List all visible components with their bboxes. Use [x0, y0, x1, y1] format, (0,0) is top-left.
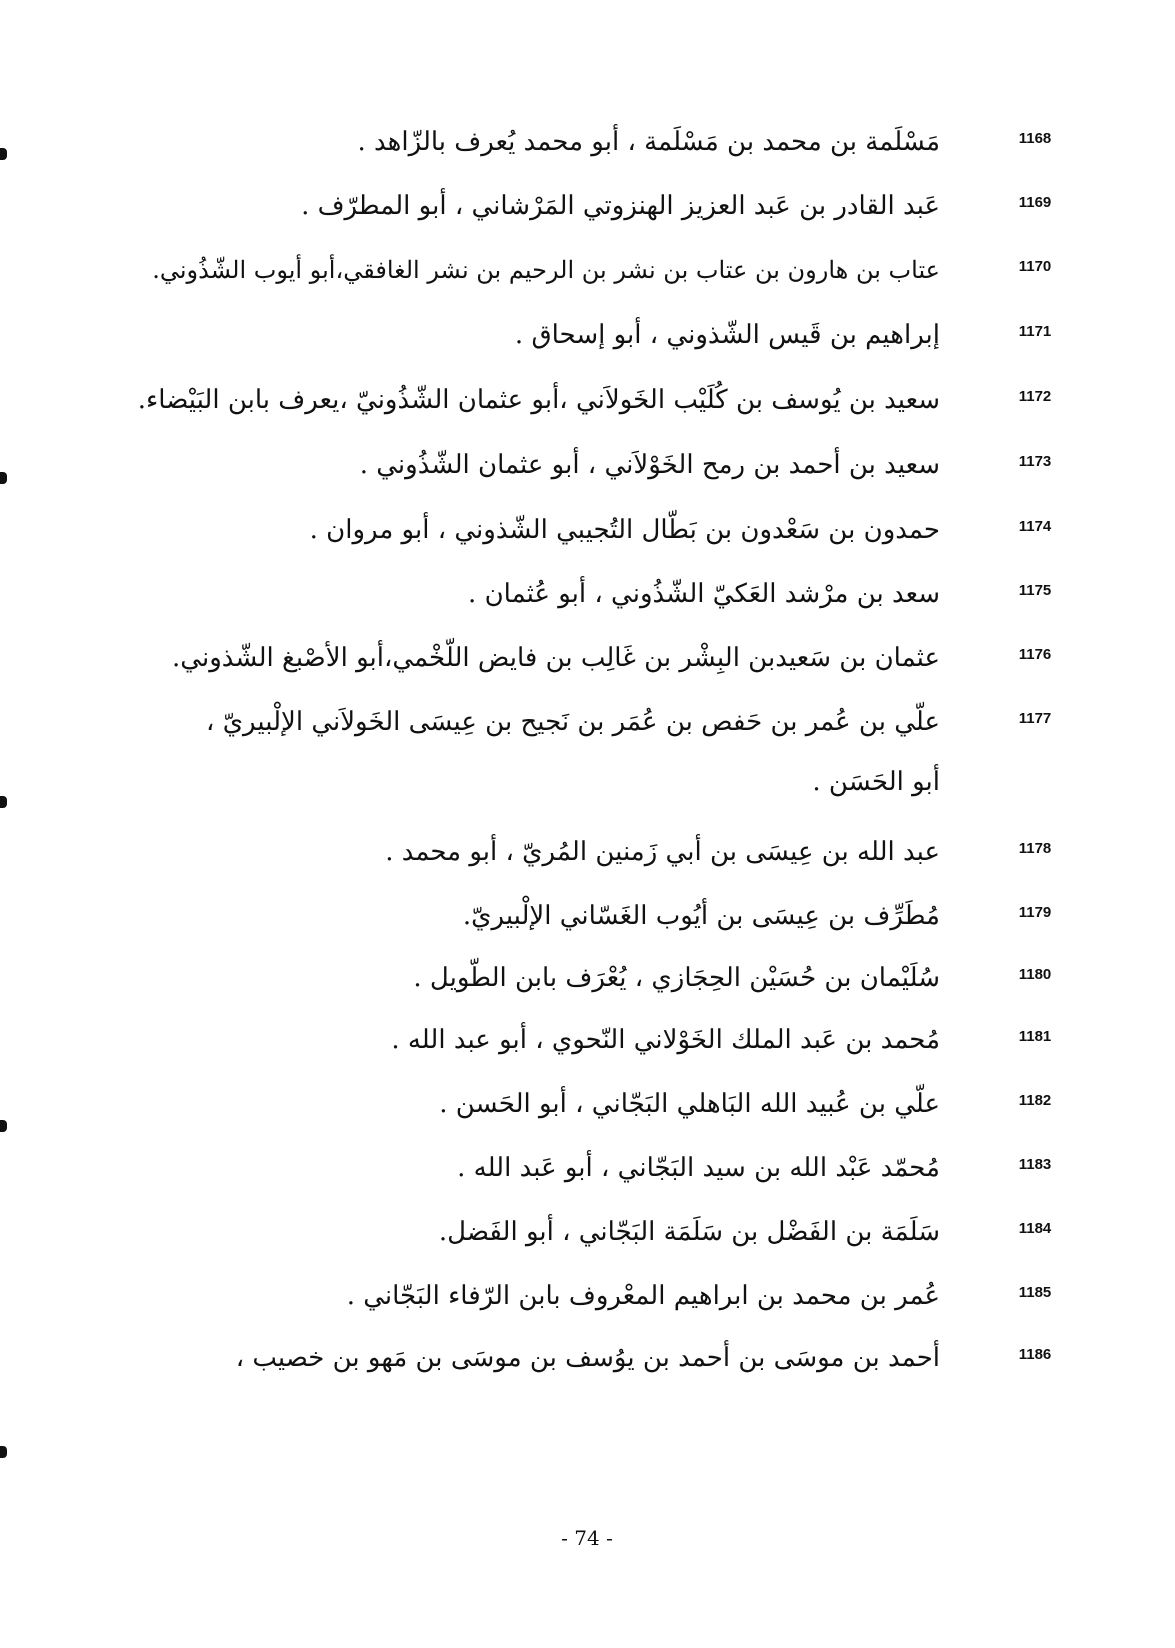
entry-text: مُحمد بن عَبد الملك الخَوْلاني النّحوي ، أبو عبد الله . — [391, 1025, 940, 1055]
entry-number: 1176 — [1018, 646, 1052, 663]
entry-text: سُلَيْمان بن حُسَيْن الحِجَازي ، يُعْرَف بابن الطّويل . — [413, 963, 940, 993]
biography-entry — [120, 700, 1120, 810]
entry-text: علّي بن عُمر بن حَفص بن عُمَر بن نَجيح بن عِيسَى الخَولاَني الإلْبيريّ ، — [206, 707, 940, 737]
scan-edge-mark — [0, 148, 7, 160]
entry-number: 1178 — [1018, 840, 1052, 857]
entry-text: عثمان بن سَعيدبن البِشْر بن غَالِب بن فايض اللّخْمي،أبو الأصْبغ الشّذوني. — [172, 643, 940, 673]
biography-entry — [120, 378, 1120, 430]
entry-number: 1181 — [1018, 1028, 1052, 1045]
scan-edge-mark — [0, 1120, 7, 1132]
entry-number: 1186 — [1018, 1346, 1052, 1363]
biography-entry — [120, 443, 1120, 495]
entry-number: 1171 — [1018, 323, 1052, 340]
entry-text: عَبد القادر بن عَبد العزيز الهنزوتي المَرْشاني ، أبو المطرّف . — [301, 191, 940, 221]
entry-text: إبراهيم بن قَيس الشّذوني ، أبو إسحاق . — [514, 320, 940, 350]
biography-entry — [120, 894, 1120, 946]
scan-edge-mark — [0, 472, 7, 484]
biography-entry — [120, 1274, 1120, 1326]
biography-entry — [120, 1082, 1120, 1134]
page-number: - 74 - — [561, 1526, 613, 1550]
entry-number: 1175 — [1018, 582, 1052, 599]
biography-entry — [120, 1018, 1120, 1070]
scan-edge-mark — [0, 1446, 7, 1458]
biography-entry — [120, 1210, 1120, 1262]
biography-entry — [120, 636, 1120, 688]
entry-number: 1173 — [1018, 453, 1052, 470]
entry-text: أحمد بن موسَى بن أحمد بن يوُسف بن موسَى بن مَهو بن خصيب ، — [235, 1343, 940, 1373]
entry-number: 1174 — [1018, 518, 1052, 535]
biography-entry — [120, 830, 1120, 882]
entry-number: 1172 — [1018, 388, 1052, 405]
entry-text: سعد بن مرْشد العَكيّ الشّذُوني ، أبو عُثمان . — [468, 579, 940, 609]
entry-text: عبد الله بن عِيسَى بن أبي زَمنين المُريّ ، أبو محمد . — [385, 837, 940, 867]
biography-entry — [120, 313, 1120, 365]
biography-entry — [120, 1336, 1120, 1388]
biography-entry — [120, 248, 1120, 300]
biography-entry — [120, 572, 1120, 624]
entry-text: علّي بن عُبيد الله البَاهلي البَجّاني ، أبو الحَسن . — [439, 1089, 940, 1119]
biography-entry — [120, 184, 1120, 236]
scan-edge-mark — [0, 796, 7, 808]
biography-entry — [120, 508, 1120, 560]
entry-number: 1184 — [1018, 1220, 1052, 1237]
entry-text: عُمر بن محمد بن ابراهيم المعْروف بابن الرّفاء البَجّاني . — [346, 1281, 940, 1311]
entry-number: 1179 — [1018, 904, 1052, 921]
entry-text: سَلَمَة بن الفَضْل بن سَلَمَة البَجّاني ، أبو الفَضل. — [438, 1217, 940, 1247]
entry-text: مُحمّد عَبْد الله بن سيد البَجّاني ، أبو عَبد الله . — [457, 1153, 940, 1183]
entry-number: 1168 — [1018, 130, 1052, 147]
entry-number: 1180 — [1018, 966, 1052, 983]
entry-text: مَسْلَمة بن محمد بن مَسْلَمة ، أبو محمد يُعرف بالزّاهد . — [357, 127, 940, 157]
entry-number: 1169 — [1018, 194, 1052, 211]
entry-text: سعيد بن يُوسف بن كُلَيْب الخَولاَني ،أبو عثمان الشّذُونيّ ،يعرف بابن البَيْضاء. — [137, 385, 940, 415]
biography-entry — [120, 1146, 1120, 1198]
biography-entry — [120, 120, 1120, 172]
entry-number: 1182 — [1018, 1092, 1052, 1109]
entry-number: 1177 — [1018, 710, 1052, 727]
entry-text: حمدون بن سَعْدون بن بَطّال التُجيبي الشّذوني ، أبو مروان . — [309, 515, 940, 545]
entry-number: 1170 — [1018, 258, 1052, 275]
entry-number: 1183 — [1018, 1156, 1052, 1173]
entry-text-continuation: أبو الحَسَن . — [812, 767, 940, 797]
entry-text: مُطَرِّف بن عِيسَى بن أيُوب الغَسّاني الإلْبيريّ. — [462, 901, 940, 931]
biography-entry — [120, 956, 1120, 1008]
entry-text: سعيد بن أحمد بن رمح الخَوْلاَني ، أبو عثمان الشّذُوني . — [359, 450, 940, 480]
entry-text: عتاب بن هارون بن عتاب بن نشر بن الرحيم بن نشر الغافقي،أبو أيوب الشّذُوني. — [152, 256, 940, 284]
entry-number: 1185 — [1018, 1284, 1052, 1301]
